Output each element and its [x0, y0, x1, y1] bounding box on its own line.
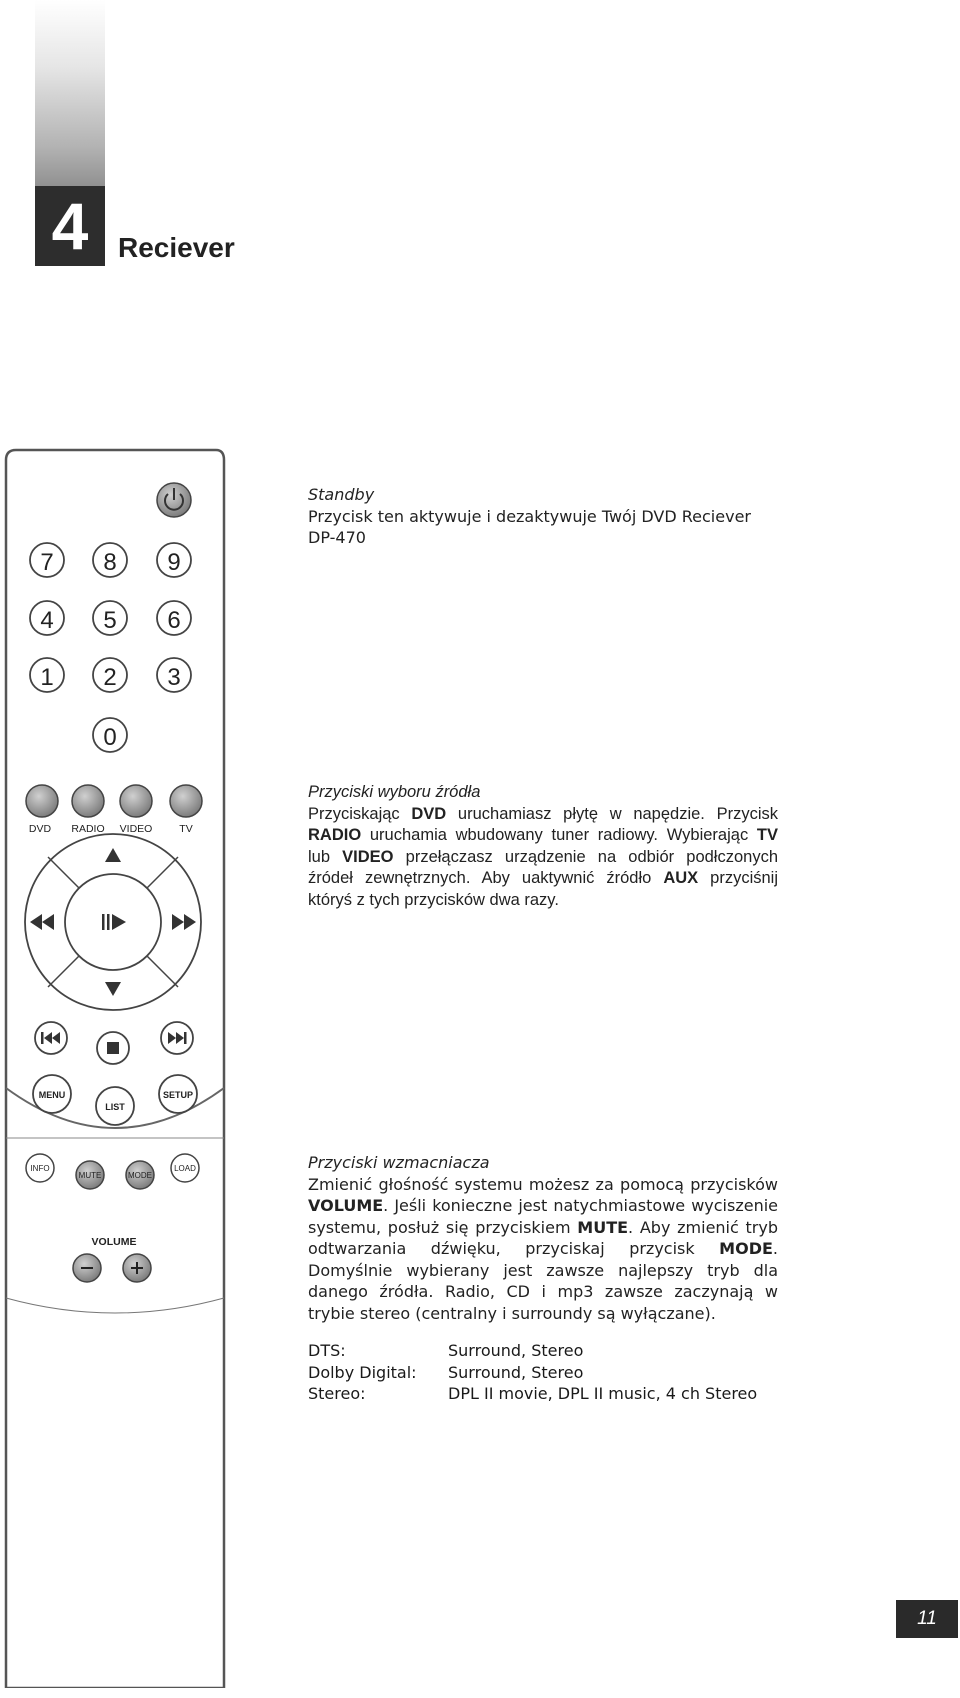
menu-label: MENU [38, 1090, 66, 1100]
digit-button-6[interactable] [157, 601, 191, 635]
digit-label: 0 [103, 724, 117, 751]
list-label: LIST [105, 1102, 125, 1112]
mode-button[interactable] [126, 1161, 154, 1189]
digit-button-5[interactable] [93, 601, 127, 635]
mode-label: MODE [128, 1171, 152, 1180]
digit-button-7[interactable] [30, 543, 64, 577]
video-button[interactable] [120, 785, 153, 835]
digit-button-2[interactable] [93, 658, 127, 692]
digit-button-4[interactable] [30, 601, 64, 635]
volume-up-button[interactable] [123, 1254, 151, 1282]
radio-label: RADIO [71, 823, 105, 835]
mode-row: Stereo: DPL II movie, DPL II music, 4 ch Stereo [308, 1384, 758, 1403]
load-label: LOAD [174, 1164, 196, 1173]
info-label: INFO [30, 1164, 50, 1173]
mode-list [308, 1340, 757, 1405]
digit-label: 6 [167, 607, 181, 634]
chapter-number: 4 [35, 186, 105, 266]
digit-button-3[interactable] [157, 658, 191, 692]
digit-label: 9 [167, 549, 181, 576]
stop-button[interactable] [97, 1032, 129, 1064]
digit-button-1[interactable] [30, 658, 64, 692]
digit-label: 1 [40, 664, 54, 691]
mute-button[interactable] [76, 1161, 104, 1189]
standby-section [308, 484, 778, 549]
video-label: VIDEO [119, 823, 153, 835]
page-number: 11 [896, 1600, 958, 1638]
digit-button-9[interactable] [157, 543, 191, 577]
volume-down-button[interactable] [73, 1254, 101, 1282]
digit-label: 5 [103, 607, 117, 634]
amplifier-heading: Przyciski wzmacniacza [308, 1153, 490, 1172]
digit-label: 2 [103, 664, 117, 691]
digit-button-8[interactable] [93, 543, 127, 577]
info-button[interactable] [26, 1154, 54, 1182]
previous-button[interactable] [35, 1022, 67, 1054]
list-button[interactable] [96, 1087, 134, 1125]
source-section [308, 782, 778, 911]
digit-label: 8 [103, 549, 117, 576]
dvd-label: DVD [28, 823, 52, 835]
amplifier-text: Zmienić głośność systemu możesz za pomocą przycisków VOLUME. Jeśli konieczne jest natychmiastowe wyciszenie systemu, posłuż się przyciskiem MUTE. Aby zmienić tryb odtwarzania dźwięku, przyciskaj przycisk MODE. Domyślnie wybierany jest zawsze najlepszy tryb dla danego źródła. Radio, CD i mp3 zawsze zaczynają w trybie stereo (centralny i surroundy są wyłączane). [308, 1174, 779, 1323]
source-heading: Przyciski wyboru źródła [308, 783, 481, 801]
power-button[interactable] [157, 483, 191, 517]
digit-label: 4 [40, 607, 54, 634]
remote-illustration [2, 448, 226, 1698]
next-button[interactable] [161, 1022, 193, 1054]
mute-label: MUTE [78, 1171, 102, 1180]
mode-row: DTS: Surround, Stereo [308, 1341, 584, 1360]
setup-label: SETUP [162, 1090, 194, 1100]
menu-button[interactable] [33, 1075, 71, 1113]
digit-label: 3 [167, 664, 181, 691]
setup-button[interactable] [159, 1075, 197, 1113]
standby-heading: Standby [308, 485, 375, 504]
standby-text: Przycisk ten aktywuje i dezaktywuje Twój DVD Reciever DP-470 [308, 506, 751, 547]
amplifier-section [308, 1152, 778, 1324]
digit-button-0[interactable] [93, 718, 127, 752]
mode-row: Dolby Digital: Surround, Stereo [308, 1362, 584, 1382]
digit-label: 7 [40, 549, 54, 576]
tv-label: TV [179, 823, 193, 835]
volume-label: VOLUME [91, 1236, 137, 1248]
load-button[interactable] [171, 1154, 199, 1182]
chapter-title: Reciever [118, 232, 235, 263]
source-text: Przyciskając DVD uruchamiasz płytę w napędzie. Przycisk RADIO uruchamia wbudowany tuner radiowy. Wybierając TV lub VIDEO przełączasz urządzenie na odbiór podłczonych źródeł zewnętrznych. Aby uaktywnić źródło AUX przyciśnij któryś z tych przycisków dwa razy. [308, 804, 779, 909]
radio-button[interactable] [71, 785, 104, 835]
